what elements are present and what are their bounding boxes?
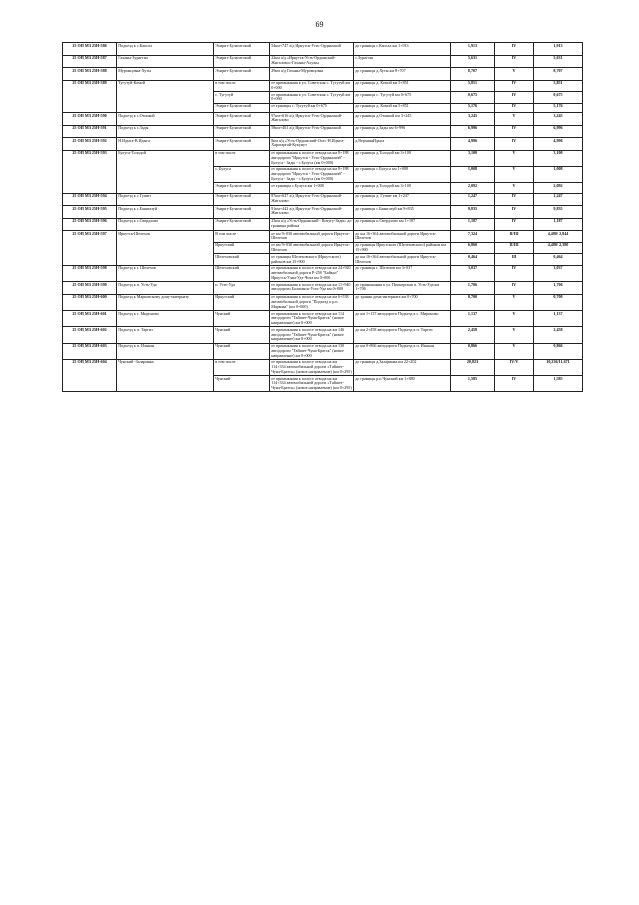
to-cell: до границы д.Отонкой км 3+245 [354,113,451,126]
length-cell: 3,037 [451,265,495,281]
district-cell: Шелеховский [214,265,270,281]
length-total-cell: 3,245 [534,113,583,126]
category-cell: IV [495,125,534,138]
from-cell: 8км а/д «Усть-Ордынский-Оса»-Н.Идыга-Харагаргай-Кукунут [270,138,354,151]
to-cell: до границы д.Заларинка км 22+202 [354,359,451,375]
category-cell: IV [495,80,534,92]
length-total-cell: 3,100 [534,150,583,166]
district-cell: Эхирит-Булагатский [214,193,270,206]
from-cell: от примыкания к полосе отвода на км 114+334 автомобильной дороги «Тайшет-Чуна-Братск» (новое направление) (км 0+295) [271,359,352,374]
category-cell: IV [495,376,534,392]
from-cell: от примыкания к полосе отвода на км 114 автодороги "Тайшет-Чуна-Братск" (новое направление) км 0+000 [270,310,354,326]
from-cell: от примыкания к полосе отвода на км 130 автодороги "Тайшет-Чуна-Братск" (новое направление) км 0+000 [270,343,354,359]
road-name-cell: Подъезд к с. Мироново [117,310,214,326]
length-cell: 1,008 [451,166,495,182]
table-row [63,359,583,375]
road-name-cell: Иркутск-Шелехов [117,231,214,266]
table-row [63,43,583,56]
category-cell: IV [495,92,534,104]
table-row [63,218,583,231]
table-row [63,68,583,81]
length-total-cell: 4,480/ 2,844 [534,231,583,243]
district-cell: Эхирит-Булагатский [214,113,270,126]
table-row [63,294,583,310]
table-row [63,55,583,68]
from-cell: 87км+627 а/д Иркутск-Усть-Ордынский-Жигалово [270,193,354,206]
road-id-cell: 25 ОП МЗ 25Н-595 [63,206,117,219]
road-id-cell: 25 ОП МЗ 25Н-593 [63,150,117,193]
district-cell: Чунский [214,376,270,392]
from-cell: от примыкания к полосе отвода на км 146 автодороги "Тайшет-Чуна-Братск" (новое направление) км 0+000 [270,327,354,343]
from-cell: от примыкания к ул. Советская с. Тугутуй км 0+000 [270,92,354,104]
category-cell: IV [495,218,534,231]
length-total-cell: 2,092 [534,183,583,193]
length-cell: 3,245 [451,113,495,126]
road-name-cell: Подъезд к с.Свердлово [117,218,214,231]
from-cell: от примыкания к полосе отвода на км 114+334 автомобильной дороги «Тайшет-Чуна-Братск» (новое направление) (км 0+295) [271,375,352,391]
from-cell: 91км+442 а/д Иркутск-Усть-Ордынский-Жигалово [270,206,354,219]
road-id-cell: 25 ОП МЗ 25Н-586 [63,43,117,56]
table-row [63,206,583,219]
from-cell: 58км+461 а/д Иркутск-Усть-Ордынский [270,125,354,138]
district-cell: Иркутский [214,294,270,310]
length-cell: 6,860 [451,242,495,254]
to-cell: до км 0+866 автодороги Подъезд к п. Изыкан [354,343,451,359]
length-total-cell: 6,996 [534,125,583,138]
district-cell: Эхирит-Булагатский [214,218,270,231]
length-cell: 1,247 [451,193,495,206]
length-cell: 1,706 [451,282,495,295]
length-cell: 3,100 [451,150,495,166]
category-cell: IV [495,206,534,219]
district-cell: Эхирит-Булагатский [214,43,270,56]
length-total-cell: 1,585 [534,376,583,392]
to-cell: до границы п.Свердлово км 1+187 [354,218,451,231]
category-cell: V [495,183,534,193]
from-cell: 54км+747 а/д Иркутск-Усть-Ордынский [270,43,354,56]
roads-table-body [63,43,583,392]
district-cell: Чунский [214,343,270,359]
to-cell: с.Зурагган [354,55,451,68]
road-id-cell: 25 ОП МЗ 25Н-596 [63,218,117,231]
road-name-cell: Чунский -Заларинка [117,359,214,392]
district-cell: Эхирит-Булагатский [214,206,270,219]
category-cell: V [495,150,534,166]
length-total-cell: 10,236/11,671 [534,359,583,375]
length-cell: 4,996 [451,138,495,151]
to-cell: до км 16+364 автомобильной дороги Иркутск-Шелехов [354,231,451,243]
from-cell: от границы с.Булуса км 1+008 [270,183,354,193]
table-row [63,265,583,281]
length-total-cell: 4,480/ 2,380 [534,242,583,254]
to-cell: до здания дома-интерната км 0+700 [354,294,451,310]
length-cell: 1,913 [451,43,495,56]
road-id-cell: 25 ОП МЗ 25Н-600 [63,294,117,310]
from-cell: от примыкания к полосе отвода на км 24+920 автомобильной дороги Р-258 "Байкал" Иркутск-Улан-Удэ-Чита км 0+000 [270,265,354,281]
category-cell: V [495,294,534,310]
length-total-cell: 1,008 [534,166,583,182]
to-cell: до км 16+364 автомобильной дороги Иркутск-Шелехов [354,254,451,266]
length-total-cell: 9,835 [534,206,583,219]
length-cell: 5,851 [451,80,495,92]
length-total-cell: 0,866 [534,343,583,359]
length-cell: 0,675 [451,92,495,104]
to-cell: до границы г. Шелехов км 3+037 [354,265,451,281]
category-cell: IV [495,103,534,112]
length-total-cell: 1,187 [534,218,583,231]
from-cell: 29км а/д Гаханы-Муромцовка [270,68,354,81]
road-id-cell: 25 ОП МЗ 25Н-597 [63,231,117,266]
category-cell: IV [495,193,534,206]
category-cell: IV [495,282,534,295]
district-cell: Эхирит-Булагатский [214,103,270,112]
district-cell: в том числе [214,359,270,375]
from-cell: от примыкания к ул. Советская с. Тугутуй км 0+000 [270,80,354,92]
length-cell: 20,823 [451,359,495,375]
road-id-cell: 25 ОП МЗ 25Н-594 [63,193,117,206]
road-name-cell: Гаханы-Зурагган [117,55,214,68]
district-cell: В том числе [214,231,270,243]
district-cell: Эхирит-Булагатский [214,68,270,81]
to-cell: до км 1+137 автодороги Подъезд к с. Мироново [354,310,451,326]
district-cell: Эхирит-Булагатский [214,183,270,193]
road-id-cell: 25 ОП МЗ 25Н-599 [63,282,117,295]
category-cell: IV [495,43,534,56]
category-cell: V [495,166,534,182]
to-cell: до границы д. Гушит км 1+247 [354,193,451,206]
category-cell: II/III [495,231,534,243]
category-cell: IV [495,265,534,281]
length-total-cell: 0,700 [534,294,583,310]
category-cell: V [495,310,534,326]
table-row [63,80,583,92]
district-cell: Эхирит-Булагатский [214,55,270,68]
road-id-cell: 25 ОП МЗ 25Н-604 [63,359,117,392]
road-name-cell: Булуса-Толодой [117,150,214,193]
district-cell: Иркутский [214,242,270,254]
length-total-cell: 5,176 [534,103,583,112]
district-cell: Эхирит-Булагатский [214,125,270,138]
to-cell: до границы д. Комой км 5+851 [354,80,451,92]
road-id-cell: 25 ОП МЗ 25Н-598 [63,265,117,281]
length-total-cell: 1,913 [534,43,583,56]
road-id-cell: 25 ОП МЗ 25Н-602 [63,327,117,343]
district-cell: в том числе [214,150,270,166]
from-cell: от примыкания к полосе отвода на км 11+940 автодороги Балаганск-Усть-Уда км 0+000 [270,282,354,295]
table-row [63,193,583,206]
length-total-cell: 5,851 [534,80,583,92]
length-total-cell: 3,037 [534,265,583,281]
district-cell: с. Булуса [214,166,270,182]
road-id-cell: 25 ОП МЗ 25Н-601 [63,310,117,326]
to-cell: до границы с. Тугутуй км 0+675 [354,92,451,104]
to-cell: до границы д.Зады км 6+996 [354,125,451,138]
table-row [63,138,583,151]
length-total-cell: 1,137 [534,310,583,326]
district-cell: Шелеховский [214,254,270,266]
table-row [63,327,583,343]
length-cell: 1,137 [451,310,495,326]
category-cell: II/III [495,242,534,254]
road-name-cell: Подъезд к с.Капсал [117,43,214,56]
from-cell: 97км+616 а/д Иркутск-Усть-Ордынский-Жигалово [270,113,354,126]
table-row [63,282,583,295]
length-cell: 0,866 [451,343,495,359]
to-cell: до примыкания к ул. Пионерская п. Усть-Уда км 1+706 [354,282,451,295]
length-cell: 2,458 [451,327,495,343]
road-name-cell: Подъезд к Марковскому дому-интернату [117,294,214,310]
road-id-cell: 25 ОП МЗ 25Н-587 [63,55,117,68]
district-cell: п. Усть-Уда [214,282,270,295]
road-id-cell: 25 ОП МЗ 25Н-590 [63,113,117,126]
to-cell: до границы с.Капсал км 1+913 [354,43,451,56]
length-cell: 5,631 [451,55,495,68]
length-total-cell: 5,631 [534,55,583,68]
road-name-cell: Подъезд к с.Гушит [117,193,214,206]
to-cell: до границы д. Комой км 5+851 [354,103,451,112]
from-cell: от км 9+030 автомобильной дороги Иркутск-Шелехов [270,242,354,254]
table-row [63,310,583,326]
road-id-cell: 25 ОП МЗ 25Н-589 [63,80,117,113]
length-total-cell: 0,464 [534,254,583,266]
district-cell: Чунский [214,310,270,326]
category-cell: V [495,113,534,126]
length-total-cell: 1,706 [534,282,583,295]
length-cell: 2,092 [451,183,495,193]
district-cell: в том числе [214,80,270,92]
length-cell: 5,176 [451,103,495,112]
from-cell: от границы Шелеховского (Иркутского) районов км 15+900 [270,254,354,266]
road-name-cell: Подъезд к п. Усть-Уда [117,282,214,295]
category-cell: III [495,254,534,266]
length-cell: 8,707 [451,68,495,81]
to-cell: до границы д.Толодой км 3+100 [354,183,451,193]
length-total-cell: 4,996 [534,138,583,151]
district-cell: Чунский [214,327,270,343]
from-cell: от км 9+030 автомобильной дороги Иркутск-Шелехов [270,231,354,243]
length-cell: 0,464 [451,254,495,266]
length-cell: 1,585 [451,376,495,392]
page-number: 69 [315,20,324,29]
category-cell: V [495,327,534,343]
category-cell: IV/V [495,359,534,375]
to-cell: до границы Иркутского (Шелеховского) районов км 15+900 [354,242,451,254]
road-name-cell: Подъезд к п. Изыкан [117,343,214,359]
to-cell: до границы р.п.Чунский км 1+880 [354,376,451,392]
length-total-cell: 8,707 [534,68,583,81]
road-id-cell: 25 ОП МЗ 25Н-588 [63,68,117,81]
length-cell: 1,187 [451,218,495,231]
road-name-cell: Подъезд к г. Шелехов [117,265,214,281]
length-cell: 0,700 [451,294,495,310]
category-cell: IV [495,55,534,68]
from-cell: от примыкания к полосе отвода на км 8+188 автодороги "Иркутск - Усть-Ордынский" - Булуса - Зады - с.Булуса (км 0+000) [270,166,354,182]
road-id-cell: 25 ОП МЗ 25Н-603 [63,343,117,359]
from-cell: 23км а/д «Усть-Ордынский - Кочугу-Зады» до границы района [270,218,354,231]
road-name-cell: Подъезд к с.Зады [117,125,214,138]
to-cell: до границы с.Булуса км 1+008 [354,166,451,182]
length-cell: 7,324 [451,231,495,243]
category-cell: IV [495,138,534,151]
length-total-cell: 2,458 [534,327,583,343]
road-id-cell: 25 ОП МЗ 25Н-591 [63,125,117,138]
length-cell: 9,835 [451,206,495,219]
category-cell: V [495,68,534,81]
table-row [63,343,583,359]
length-total-cell: 0,675 [534,92,583,104]
to-cell: до км 2+458 автодороги Подъезд к п. Таргиз [354,327,451,343]
to-cell: до границы с.Баянгазуй км 9+835 [354,206,451,219]
to-cell: до границы д.Хуты км 8+707 [354,68,451,81]
from-cell: от границы с. Тугутуй км 0+675 [270,103,354,112]
road-name-cell: Подъезд к п. Таргиз [117,327,214,343]
from-cell: от примыкания к полосе отвода на км 6+538 автомобильной дороги "Подъезд к р.п. Маркова" (км 0+000) [270,294,354,310]
district-cell: Эхирит-Булагатский [214,138,270,151]
from-cell: 22км а/д «Иркутск-Усть-Ордынский-Жигалово»-Гаханы-Алужы [270,55,354,68]
length-total-cell: 1,247 [534,193,583,206]
district-cell: с. Тугутуй [214,92,270,104]
road-name-cell: Муромцовка-Хуты [117,68,214,81]
table-row [63,125,583,138]
road-name-cell: Тугутуй-Комой [117,80,214,113]
table-row [63,150,583,166]
category-cell: V [495,343,534,359]
road-id-cell: 25 ОП МЗ 25Н-592 [63,138,117,151]
roads-table [62,42,583,392]
to-cell: до границы д.Толодой км 3+100 [354,150,451,166]
table-row [63,231,583,243]
road-name-cell: Н.Идыга-В.Идыга [117,138,214,151]
road-name-cell: Подъезд к с.Баянгазуй [117,206,214,219]
table-row [63,113,583,126]
length-cell: 6,996 [451,125,495,138]
from-cell: от примыкания к полосе отвода на км 8+188 автодороги "Иркутск - Усть-Ордынский" - Булуса - Зады - с.Булуса (км 0+000) [270,150,354,166]
to-cell: д.ВерхняяИдыга [354,138,451,151]
road-name-cell: Подъезд к с.Отонкой [117,113,214,126]
